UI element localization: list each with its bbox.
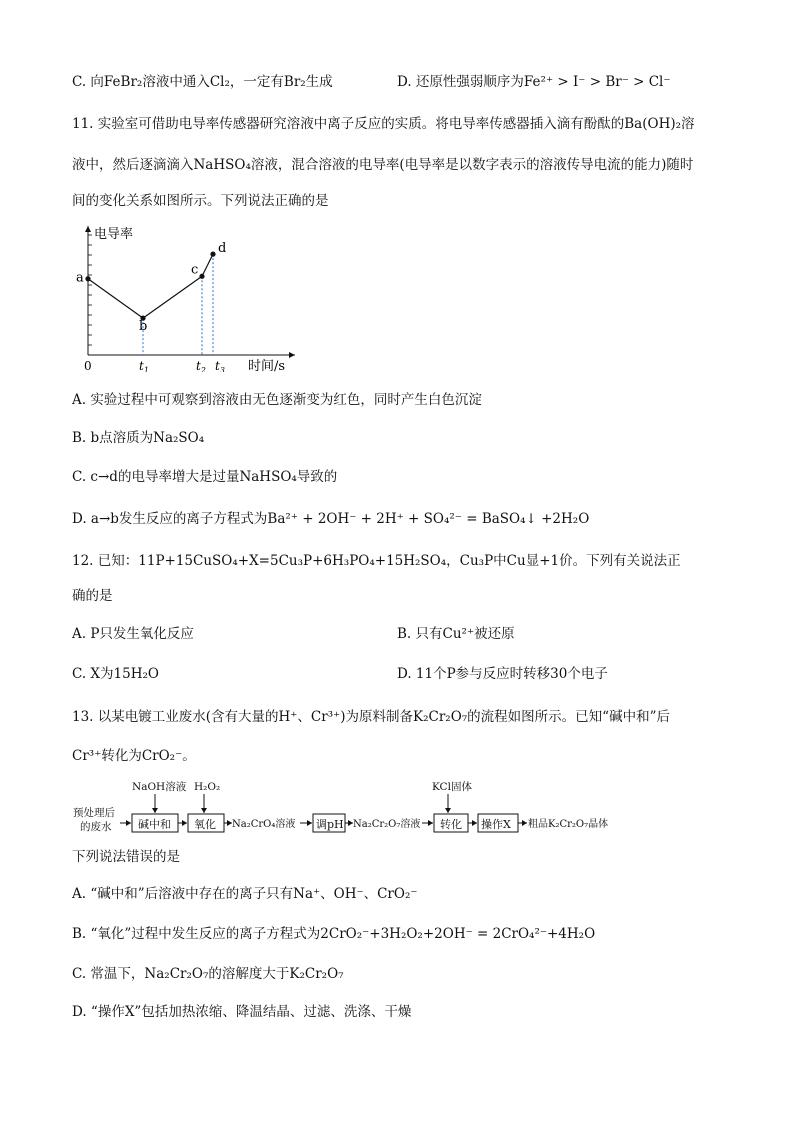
process-flow-diagram: [70, 778, 630, 840]
q11-option-b: B. b点溶质为Na₂SO₄: [72, 430, 205, 446]
flow-intermediate-na2cro4: Na₂CrO₄溶液: [232, 819, 296, 830]
flow-start-line1: 预处理后: [73, 807, 115, 819]
flow-box-adjust-ph-label: 调pH: [316, 818, 344, 831]
q10-option-c: C. 向FeBr₂溶液中通入Cl₂，一定有Br₂生成: [72, 74, 333, 90]
point-label-b: b: [139, 319, 148, 335]
flow-reagent-h2o2: H₂O₂: [194, 781, 221, 793]
point-d: [210, 252, 215, 257]
q11-option-a: A. 实验过程中可观察到溶液由无色逐渐变为红色，同时产生白色沉淀: [72, 392, 482, 408]
q13-option-b: B. “氧化”过程中发生反应的离子方程式为2CrO₂⁻+3H₂O₂+2OH⁻ = 2CrO₄²⁻+4H₂O: [72, 926, 596, 942]
q13-option-a: A. “碱中和”后溶液中存在的离子只有Na⁺、OH⁻、CrO₂⁻: [72, 886, 418, 902]
drop-lines: [143, 254, 213, 355]
q11-stem-line1: 11. 实验室可借助电导率传感器研究溶液中离子反应的实质。将电导率传感器插入滴有酚酞的Ba(OH)₂溶: [72, 116, 695, 132]
flow-box-oxidize-label: 氧化: [194, 818, 216, 831]
flow-reagent-kcl: KCl固体: [432, 781, 472, 793]
x-tick-label-t1: $t_1$: [139, 359, 149, 372]
q12-option-d: D. 11个P参与反应时转移30个电子: [397, 666, 608, 682]
x-tick-label-t2: $t_2$: [196, 359, 206, 372]
series-segment: [202, 254, 213, 276]
conductivity-chart: [70, 222, 310, 372]
point-c: [199, 274, 204, 279]
y-axis-label: 电导率: [94, 227, 134, 242]
flow-box-operation-x-label: 操作X: [481, 818, 511, 831]
q13-option-d: D. “操作X”包括加热浓缩、降温结晶、过滤、洗涤、干燥: [72, 1004, 412, 1020]
flow-intermediate-na2cr2o7: Na₂Cr₂O₇溶液: [353, 819, 421, 830]
q13-option-c: C. 常温下，Na₂Cr₂O₇的溶解度大于K₂Cr₂O₇: [72, 966, 344, 982]
q13-stem-line1: 13. 以某电镀工业废水(含有大量的H⁺、Cr³⁺)为原料制备K₂Cr₂O₇的流程如图所示。已知“碱中和”后: [72, 709, 670, 725]
q11-stem-line2: 液中，然后逐滴滴入NaHSO₄溶液，混合溶液的电导率(电导率是以数字表示的溶液传导电流的能力)随时: [72, 157, 694, 173]
flow-reagent-naoh: NaOH溶液: [132, 781, 187, 793]
point-label-c: c: [191, 262, 199, 278]
origin-label: 0: [84, 359, 92, 372]
q12-option-b: B. 只有Cu²⁺被还原: [397, 626, 515, 642]
flow-box-convert-label: 转化: [440, 818, 462, 831]
y-axis-ticks: [88, 235, 92, 345]
q11-stem-line3: 间的变化关系如图所示。下列说法正确的是: [72, 193, 329, 209]
q12-option-c: C. X为15H₂O: [72, 666, 159, 682]
flow-product: 粗品K₂Cr₂O₇晶体: [528, 819, 609, 830]
q12-stem-line2: 确的是: [72, 588, 113, 604]
flow-box-neutralize-label: 碱中和: [138, 818, 171, 831]
q13-question: 下列说法错误的是: [72, 849, 180, 865]
point-label-d: d: [218, 241, 227, 257]
q12-stem-line1: 12. 已知：11P+15CuSO₄+X=5Cu₃P+6H₃PO₄+15H₂SO₄，Cu₃P中Cu显+1价。下列有关说法正: [72, 553, 681, 569]
point-a: [85, 276, 90, 281]
q10-option-d: D. 还原性强弱顺序为Fe²⁺ > I⁻ > Br⁻ > Cl⁻: [397, 74, 671, 90]
series-segment: [143, 276, 202, 318]
q13-stem-line2: Cr³⁺转化为CrO₂⁻。: [72, 748, 196, 764]
q11-option-d: D. a→b发生反应的离子方程式为Ba²⁺ + 2OH⁻ + 2H⁺ + SO₄²⁻ = BaSO₄↓ +2H₂O: [72, 511, 590, 527]
x-tick-label-t3: $t_3$: [215, 359, 225, 372]
series-segment: [88, 279, 143, 318]
q11-option-c: C. c→d的电导率增大是过量NaHSO₄导致的: [72, 469, 338, 485]
point-label-a: a: [76, 270, 84, 286]
q12-option-a: A. P只发生氧化反应: [72, 626, 194, 642]
x-axis-label: 时间/s: [248, 359, 286, 372]
flow-start-line2: 的废水: [80, 821, 112, 833]
